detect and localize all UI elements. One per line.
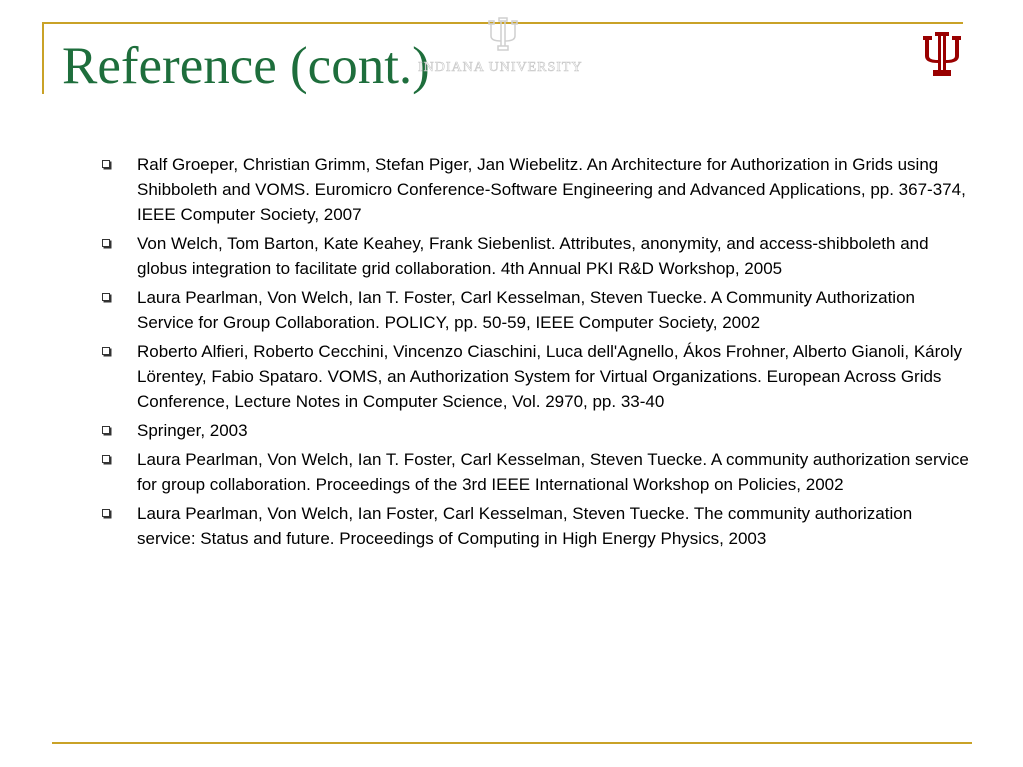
square-bullet-icon: [102, 239, 110, 247]
square-bullet-icon: [102, 509, 110, 517]
reference-item: [100, 418, 970, 443]
reference-text: Roberto Alfieri, Roberto Cecchini, Vincenzo Ciaschini, Luca dell'Agnello, Ákos Frohner, Alberto Gianoli, Károly Lörentey, Fabio Spataro. VOMS, an Authorization System for Virtual Organizations. European Across Grids Conference, Lecture Notes in Computer Science, Vol. 2970, pp. 33-40: [137, 342, 963, 411]
reference-item: [100, 152, 970, 227]
square-bullet-icon: [102, 347, 110, 355]
frame-left-line: [42, 22, 44, 94]
iu-trident-logo-icon: [922, 30, 962, 78]
frame-bottom-line: [52, 742, 972, 744]
square-bullet-icon: [102, 426, 110, 434]
reference-text: Springer, 2003: [137, 421, 248, 440]
square-bullet-icon: [102, 293, 110, 301]
watermark-text: INDIANA UNIVERSITY: [418, 60, 583, 75]
reference-item: [100, 339, 970, 414]
reference-item: [100, 501, 970, 551]
reference-item: [100, 285, 970, 335]
reference-item: [100, 231, 970, 281]
slide-title: Reference (cont.): [62, 37, 430, 95]
square-bullet-icon: [102, 455, 110, 463]
reference-item: [100, 447, 970, 497]
reference-text: Ralf Groeper, Christian Grimm, Stefan Piger, Jan Wiebelitz. An Architecture for Authorization in Grids using Shibboleth and VOMS. Euromicro Conference-Software Engineering and Advanced Applications, pp. 367-374, IEEE Computer Society, 2007: [137, 155, 966, 224]
reference-text: Von Welch, Tom Barton, Kate Keahey, Frank Siebenlist. Attributes, anonymity, and access-shibboleth and globus integration to facilitate grid collaboration. 4th Annual PKI R&D Workshop, 2005: [137, 234, 929, 278]
reference-text: Laura Pearlman, Von Welch, Ian T. Foster, Carl Kesselman, Steven Tuecke. A community authorization service for group collaboration. Proceedings of the 3rd IEEE International Workshop on Policies, 2002: [137, 450, 969, 494]
reference-text: Laura Pearlman, Von Welch, Ian Foster, Carl Kesselman, Steven Tuecke. The community authorization service: Status and future. Proceedings of Computing in High Energy Physics, 2003: [137, 504, 913, 548]
square-bullet-icon: [102, 160, 110, 168]
reference-text: Laura Pearlman, Von Welch, Ian T. Foster, Carl Kesselman, Steven Tuecke. A Community Authorization Service for Group Collaboration. POLICY, pp. 50-59, IEEE Computer Society, 2002: [137, 288, 915, 332]
watermark-trident-icon: [488, 16, 518, 52]
reference-list: [100, 152, 970, 555]
